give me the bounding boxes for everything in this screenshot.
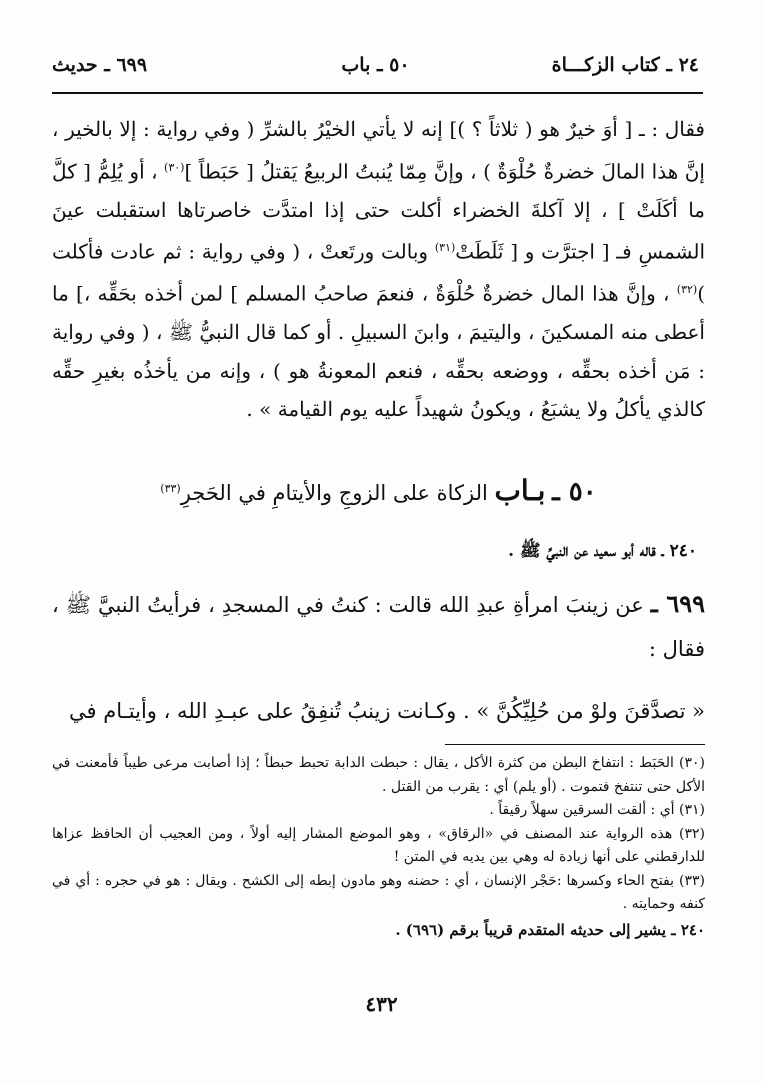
- footnote-31: (٣١) أي : ألقت السرقين سهلاً رقيقاً .: [489, 802, 705, 818]
- chapter-heading: [52, 474, 705, 507]
- hadith-opening: [52, 582, 705, 671]
- footnote-ref-30: (٣٠): [164, 160, 185, 174]
- footnote-ref-31: (٣١): [434, 241, 456, 255]
- footnote-rule: [445, 744, 705, 745]
- header-hadith-number: ٦٩٩ ـ حديث: [52, 54, 148, 76]
- hadith-text-1: عن زينبَ امرأةِ عبدِ الله قالت : كنتُ في المسجدِ ، فرأيتُ النبيَّ ﷺ ، فقال :: [52, 593, 705, 661]
- footnotes: [52, 752, 705, 942]
- text-segment-2: ، أو يُلِمُّ [ كلَّ ما أكَلَتْ ] ، إلا آكلةَ الخضراء أكلت حتى إذا امتدَّت خاصرتاها استقبلت عينَ الشمسِ فـ [ اجترَّت و [ ثَلَطَتْ: [52, 159, 705, 264]
- footnote-ref-33: (٣٣): [160, 482, 181, 495]
- running-header: [52, 52, 699, 86]
- header-rule: [52, 92, 703, 94]
- hadith-continuation: [52, 110, 705, 429]
- hadith-text-2: « تصدَّقنَ ولوْ من حُلِيِّكُنَّ » . وكـانت زينبُ تُنفِقُ على عبـدِ الله ، وأيتـام في: [69, 699, 705, 723]
- hadith-699: [52, 582, 705, 733]
- text-segment-4: ، وإنَّ هذا المال خضرةٌ حُلْوَةٌ ، فنعمَ صاحبُ المسلم ] لمن أخذه بحَقِّه ،] ما أعطى منه المسكينَ ، واليتيمَ ، وابنَ السبيلِ . أو كما قال النبيُّ ﷺ ، ( وفي رواية : مَن أخذه بحقِّه ، ووضعه بحقِّه ، فنعم المعونةُ هو ) ، وإنه من يأخذُه بغيرِ حقِّه كالذي يأكلُ ولا يشبَعُ ، ويكونُ شهيداً عليه يوم القيامة » .: [52, 281, 705, 422]
- cross-reference-240: ٢٤٠ ـ قاله أبو سعيد عن النبيِّ ﷺ .: [508, 541, 697, 561]
- header-chapter: ٥٠ ـ باب: [341, 54, 410, 76]
- text-segment-3: وبالت ورتَعتْ ، ( وفي رواية : ثم عادت فأكلت ): [52, 239, 705, 306]
- footnote-240: ٢٤٠ ـ يشير إلى حديثه المتقدم قريباً برقم (٦٩٦) .: [395, 920, 705, 939]
- chapter-title: الزكاة على الزوجِ والأيتامِ في الحَجرِ: [180, 481, 488, 505]
- header-book-title: ٢٤ ـ كتاب الزكـــاة: [551, 54, 699, 76]
- text-segment-1: فقال : ـ [ أوَ خيرٌ هو ( ثلاثاً ؟ )] إنه لا يأتي الخيْرُ بالشرِّ ( وفي رواية : إلا بالخير ، إنَّ هذا المالَ خضرةٌ حُلْوَةٌ ) ، وإنَّ مِمّا يُنبتُ الربيعُ يَقتلُ [ حَبَطاً ]: [52, 117, 705, 184]
- chapter-word: بـاب: [494, 474, 546, 507]
- footnote-32: (٣٢) هذه الرواية عند المصنف في «الرقاق» ، وهو الموضع المشار إليه أولاً ، ومن العجيب أن الحافظ عزاها للدارقطني على أنها زيادة له وهي بين يديه في المتن !: [52, 825, 705, 865]
- footnote-ref-32: (٣٢): [676, 283, 698, 297]
- footnote-33: (٣٣) بفتح الحاء وكسرها :حَجْر الإنسان ، أي : حضنه وهو مادون إبطه إلى الكشح . ويقال : هو في حجره : أي في كنفه وحمايته .: [52, 872, 705, 912]
- chapter-number: ٥٠ ـ: [552, 477, 597, 507]
- main-text: [52, 110, 705, 429]
- hadith-number: ٦٩٩ ـ: [650, 589, 705, 618]
- footnote-30: (٣٠) الحَبَط : انتفاخ البطن من كثرة الأكل ، يقال : حبطت الدابة تحبط حبطاً ؛ إذا أصابت مرعى طيباً فأمعنت في الأكل حتى تنتفخ فتموت . (أو يلم) أي : يقرب من القتل .: [52, 755, 705, 795]
- page-number: ٤٣٢: [365, 992, 398, 1016]
